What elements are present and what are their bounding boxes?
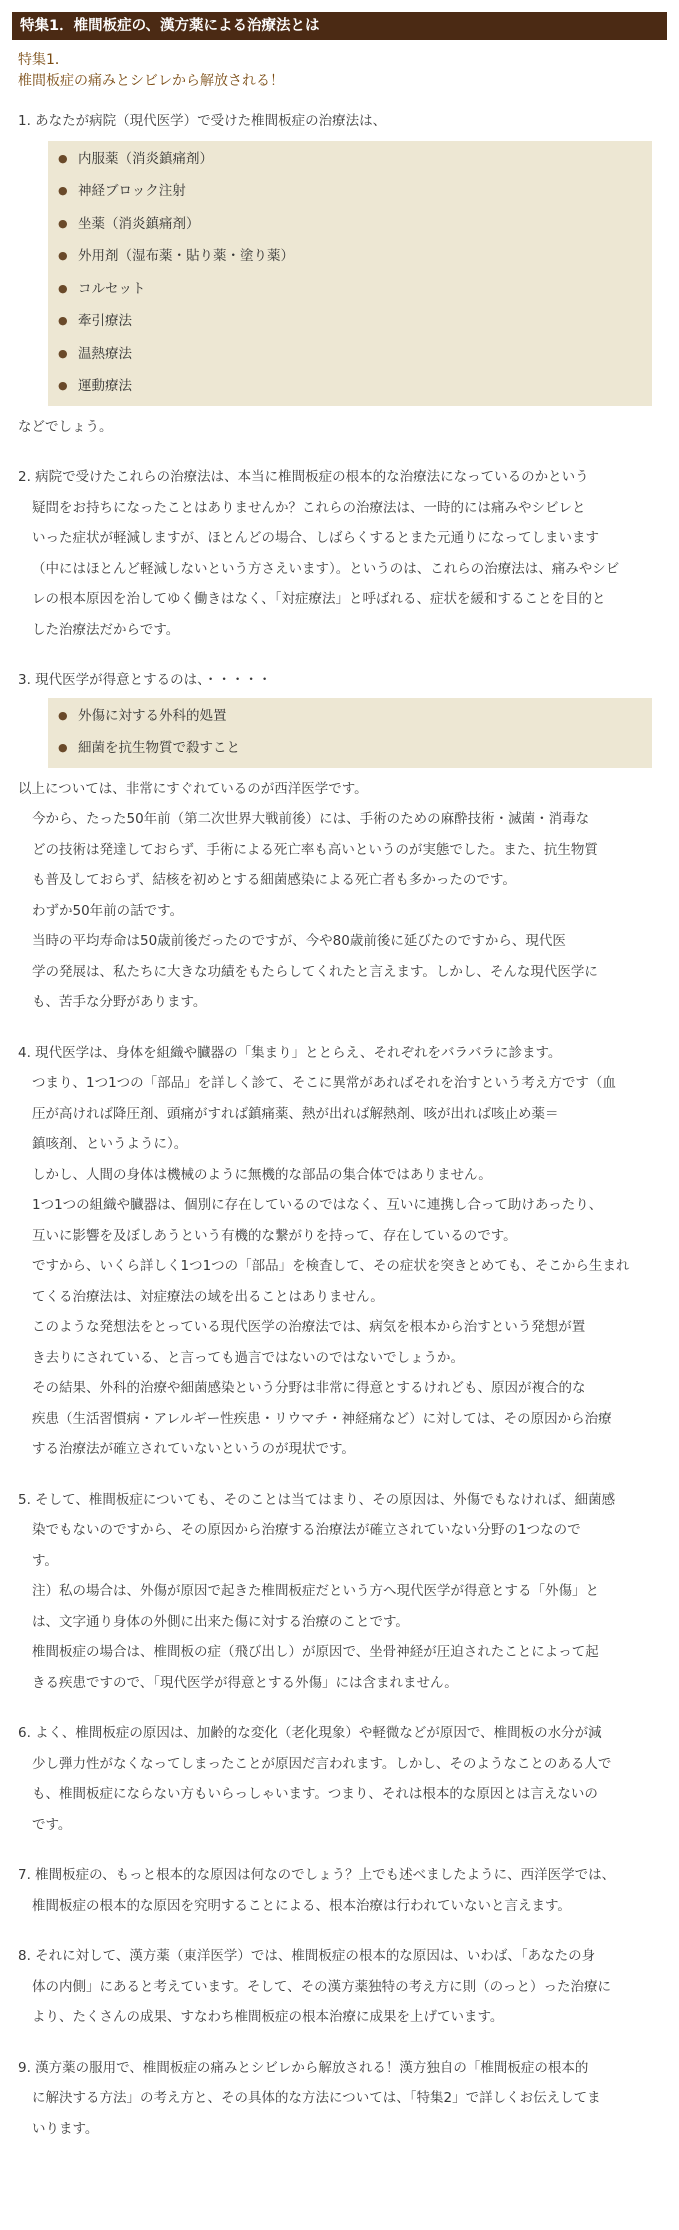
paragraph-line: 5. そして、椎間板症についても、そのことは当てはまり、その原因は、外傷でもなければ、細菌感: [18, 1491, 616, 1508]
paragraph-line: ですから、いくら詳しく1つ1つの「部品」を検査して、その症状を突きとめても、そこから生まれ: [32, 1258, 630, 1274]
bullet-icon: ●: [58, 216, 68, 230]
list-item-text: 内服薬（消炎鎮痛剤）: [78, 150, 213, 167]
section-5: [18, 1485, 664, 1699]
paragraph-line: する治療法が確立されていないというのが現状です。: [32, 1441, 355, 1457]
bullet-icon: ●: [58, 151, 68, 165]
page-title: 特集1．椎間板症の、漢方薬による治療法とは: [12, 12, 667, 40]
paragraph-line: 4. 現代医学は、身体を組織や臓器の「集まり」ととらえ、それぞれをバラバラに診ます。: [18, 1044, 562, 1061]
paragraph-line: 注）私の場合は、外傷が原因で起きた椎間板症だという方へ現代医学が得意とする「外傷」と: [32, 1583, 599, 1599]
list-item-text: 外傷に対する外科的処置: [78, 707, 227, 724]
paragraph-line: 9. 漢方薬の服用で、椎間板症の痛みとシビレから解放される！漢方独自の「椎間板症の根本的: [18, 2059, 589, 2076]
subtitle-line: 椎間板症の痛みとシビレから解放される！: [18, 73, 284, 89]
section-1-outro: などでしょう。: [18, 418, 113, 435]
paragraph-line: 7. 椎間板症の、もっと根本的な原因は何なのでしょう？上でも述べましたように、西洋医学では、: [18, 1867, 616, 1883]
paragraph-line: 互いに影響を及ぼしあうという有機的な繋がりを持って、存在しているのです。: [32, 1227, 517, 1244]
paragraph-line: です。: [32, 1816, 72, 1833]
bullet-icon: ●: [58, 346, 68, 360]
list-item: [48, 732, 652, 765]
paragraph-line: より、たくさんの成果、すなわち椎間板症の根本治療に成果を上げています。: [32, 2009, 504, 2025]
paragraph-line: わずか50年前の話です。: [32, 902, 184, 919]
paragraph-line: す。: [32, 1552, 58, 1569]
paragraph-line: 椎間板症の根本的な原因を究明することによる、根本治療は行われていないと言えます。: [32, 1897, 571, 1914]
paragraph-line: 疾患（生活習慣病・アレルギー性疾患・リウマチ・神経痛など）に対しては、その原因から治療: [32, 1410, 612, 1427]
list-item-text: 神経ブロック注射: [78, 183, 186, 199]
paragraph-line: どの技術は発達しておらず、手術による死亡率も高いというのが実態でした。また、抗生物質: [32, 841, 598, 858]
paragraph-line: 1つ1つの組織や臓器は、個別に存在しているのではなく、互いに連携し合って助けあったり、: [32, 1197, 603, 1213]
paragraph-line: 椎間板症の場合は、椎間板の症（飛び出し）が原因で、坐骨神経が圧迫されたことによって起: [32, 1644, 599, 1660]
list-item: [48, 240, 652, 273]
list-item: [48, 208, 652, 241]
list-item-text: 外用剤（湿布薬・貼り薬・塗り薬）: [78, 248, 294, 264]
section-1: [18, 106, 664, 442]
paragraph-line: も、苦手な分野があります。: [32, 994, 207, 1010]
list-item: [48, 338, 652, 371]
paragraph-line: しかし、人間の身体は機械のように無機的な部品の集合体ではありません。: [32, 1166, 492, 1183]
paragraph-line: 当時の平均寿命は50歳前後だったのですが、今や80歳前後に延びたのですから、現代医: [32, 933, 566, 949]
paragraph-line: も普及しておらず、結核を初めとする細菌感染による死亡者も多かったのです。: [32, 872, 516, 888]
paragraph-line: は、文字通り身体の外側に出来た傷に対する治療のことです。: [32, 1613, 409, 1630]
paragraph-line: した治療法だからです。: [32, 621, 180, 638]
treatment-list: [48, 141, 652, 406]
paragraph-line: 以上については、非常にすぐれているのが西洋医学です。: [18, 780, 368, 797]
strengths-list: [48, 698, 652, 768]
section-3-intro: 3. 現代医学が得意とするのは、・・・・・: [18, 672, 272, 688]
paragraph-line: （中にはほとんど軽減しないという方さえいます）。というのは、これらの治療法は、痛みやシビ: [32, 560, 620, 577]
section-1-intro: 1. あなたが病院（現代医学）で受けた椎間板症の治療法は、: [18, 113, 387, 129]
paragraph-line: も、椎間板症にならない方もいらっしゃいます。つまり、それは根本的な原因とは言えないの: [32, 1786, 598, 1802]
paragraph-line: その結果、外科的治療や細菌感染という分野は非常に得意とするけれども、原因が複合的な: [32, 1380, 586, 1396]
list-item-text: 坐薬（消炎鎮痛剤）: [78, 215, 200, 232]
list-item: [48, 700, 652, 733]
bullet-icon: ●: [58, 379, 68, 392]
section-9: [18, 2053, 664, 2145]
paragraph-line: このような発想法をとっている現代医学の治療法では、病気を根本から治すという発想が置: [32, 1319, 586, 1335]
paragraph-line: 疑問をお持ちになったことはありませんか？これらの治療法は、一時的には痛みやシビレと: [32, 499, 586, 516]
paragraph-line: つまり、1つ1つの「部品」を詳しく診て、そこに異常があればそれを治すという考え方です（血: [32, 1075, 616, 1091]
list-item-text: 温熱療法: [78, 345, 132, 362]
section-3: [18, 665, 664, 1018]
list-item: [48, 305, 652, 338]
bullet-icon: ●: [58, 741, 68, 754]
bullet-icon: ●: [58, 184, 68, 197]
paragraph-line: 鎮咳剤、というように）。: [32, 1136, 188, 1152]
list-item: [48, 143, 652, 176]
list-item-text: 牽引療法: [78, 313, 132, 329]
paragraph-line: 学の発展は、私たちに大きな功績をもたらしてくれたと言えます。しかし、そんな現代医学に: [32, 963, 598, 980]
paragraph-line: 8. それに対して、漢方薬（東洋医学）では、椎間板症の根本的な原因は、いわば、「あなたの身: [18, 1948, 596, 1964]
list-item-text: コルセット: [78, 280, 146, 297]
paragraph-line: 今から、たった50年前（第二次世界大戦前後）には、手術のための麻酔技術・滅菌・消毒な: [32, 811, 590, 827]
bullet-icon: ●: [58, 281, 68, 295]
paragraph-line: いります。: [32, 2120, 99, 2137]
section-2: [18, 462, 664, 645]
bullet-icon: ●: [58, 314, 68, 327]
paragraph-line: いった症状が軽減しますが、ほとんどの場合、しばらくするとまた元通りになってしまいます: [32, 530, 599, 546]
paragraph-line: 染でもないのですから、その原因から治療する治療法が確立されていない分野の1つなので: [32, 1522, 581, 1538]
paragraph-line: 圧が高ければ降圧剤、頭痛がすれば鎮痛薬、熱が出れば解熱剤、咳が出れば咳止め薬＝: [32, 1105, 559, 1122]
paragraph-line: に解決する方法」の考え方と、その具体的な方法については、「特集2」で詳しくお伝えしてま: [32, 2090, 601, 2106]
article-body: [18, 106, 664, 2144]
paragraph-line: き去りにされている、と言っても過言ではないのではないでしょうか。: [32, 1349, 464, 1366]
section-8: [18, 1941, 664, 2033]
list-item: [48, 175, 652, 208]
subtitle-line: 特集1．: [18, 52, 69, 68]
paragraph-line: レの根本原因を治してゆく働きはなく、「対症療法」と呼ばれる、症状を緩和することを目的と: [32, 591, 606, 607]
paragraph-line: 2. 病院で受けたこれらの治療法は、本当に椎間板症の根本的な治療法になっているのかという: [18, 469, 589, 485]
paragraph-line: 体の内側」にあると考えています。そして、その漢方薬独特の考え方に則（のっと）った治療に: [32, 1978, 612, 1995]
paragraph-line: きる疾患ですので、「現代医学が得意とする外傷」には含まれません。: [32, 1674, 458, 1691]
list-item-text: 細菌を抗生物質で殺すこと: [78, 740, 240, 756]
list-item: [48, 273, 652, 306]
list-item-text: 運動療法: [78, 378, 132, 394]
list-item: [48, 370, 652, 403]
bullet-icon: ●: [58, 708, 68, 722]
bullet-icon: ●: [58, 249, 68, 262]
section-4: [18, 1038, 664, 1465]
paragraph-line: 少し弾力性がなくなってしまったことが原因だ言われます。しかし、そのようなことのある人で: [32, 1755, 612, 1772]
section-6: [18, 1718, 664, 1840]
paragraph-line: 6. よく、椎間板症の原因は、加齢的な変化（老化現象）や軽微などが原因で、椎間板の水分が減: [18, 1725, 602, 1741]
section-7: [18, 1860, 664, 1921]
subtitle: [18, 50, 679, 92]
paragraph-line: てくる治療法は、対症療法の域を出ることはありません。: [32, 1288, 384, 1305]
